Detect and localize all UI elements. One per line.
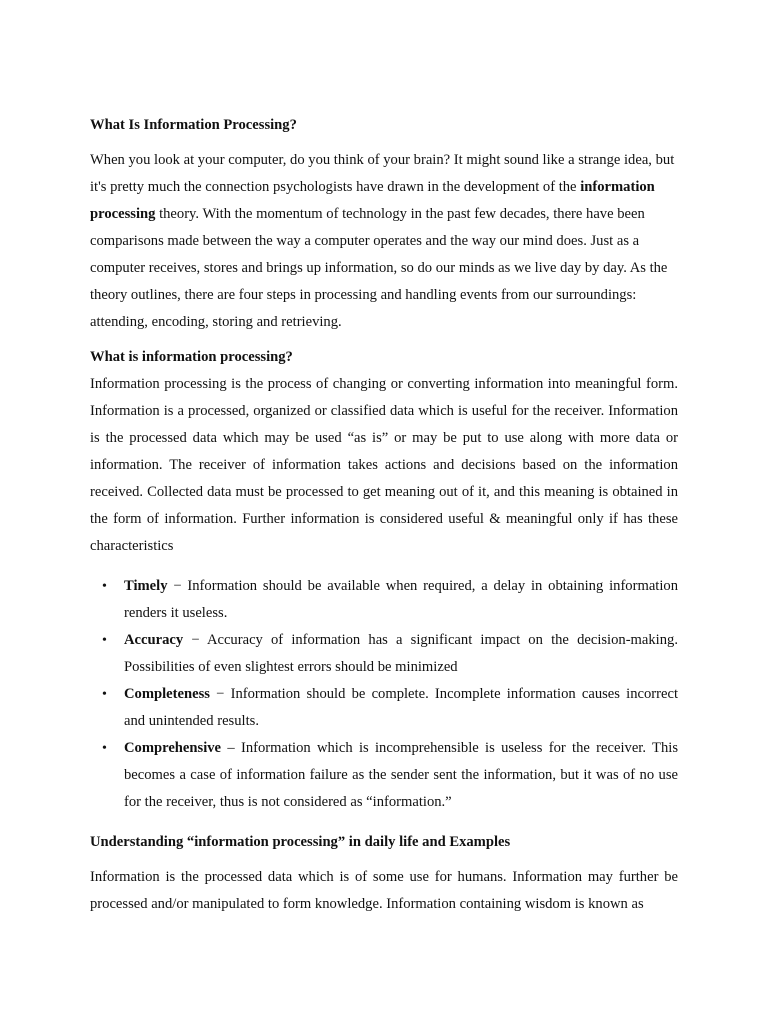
bullet-icon: •	[102, 579, 107, 594]
bullet-icon: •	[102, 687, 107, 702]
definition-paragraph: Information processing is the process of changing or converting information into meaningful form. Information is a processed, organized or classified data which is useful for the receiver. Information is the processed data which may be used “as is” or may be put to use along with more data or information. The receiver of information takes actions and decisions based on the information received. Collected data must be processed to get meaning out of it, and this meaning is obtained in the form of information. Further information is considered useful & meaningful only if has these characteristics	[90, 376, 678, 554]
list-item	[102, 681, 679, 735]
list-item-text: Information which is incomprehensible is useless for the receiver. This becomes a case of information failure as the sender sent the information, but it was of no use for the receiver, thus is not considered as “information.”	[124, 740, 678, 810]
intro-bold-term: information processing	[90, 179, 655, 222]
intro-paragraph	[90, 147, 678, 336]
bullet-icon: •	[102, 741, 107, 756]
bullet-icon: •	[102, 633, 107, 648]
list-item-separator: −	[183, 632, 207, 648]
list-item-separator: −	[209, 686, 231, 702]
section-heading-definition: What is information processing?	[90, 349, 293, 365]
list-item	[102, 573, 678, 627]
section-heading-what-is-information-processing: What Is Information Processing?	[90, 117, 297, 133]
list-item-separator: –	[221, 740, 241, 756]
list-item	[102, 735, 678, 816]
list-item-term: Timely	[124, 578, 168, 594]
list-item-term: Accuracy	[124, 632, 184, 648]
section-heading-daily-life: Understanding “information processing” in daily life and Examples	[90, 834, 511, 850]
list-item-text: Information should be available when required, a delay in obtaining information renders it useless.	[124, 578, 678, 621]
list-item-term: Comprehensive	[124, 740, 222, 756]
list-item	[102, 627, 678, 681]
list-item-separator: −	[167, 578, 188, 594]
daily-life-paragraph: Information is the processed data which is of some use for humans. Information may further be processed and/or manipulated to form knowledge. Information containing wisdom is known as	[90, 869, 678, 912]
list-item-term: Completeness	[124, 686, 210, 702]
intro-text-part2: theory. With the momentum of technology in the past few decades, there have been comparisons made between the way a computer operates and the way our mind does. Just as a computer receives, stores and brings up information, so do our minds as we live day by day. As the theory outlines, there are four steps in processing and handling events from our surroundings: attending, encoding, storing and retrieving.	[90, 206, 668, 330]
characteristics-list	[90, 573, 678, 816]
list-item-text: Information should be complete. Incomplete information causes incorrect and unintended results.	[124, 686, 679, 729]
intro-text-part1: When you look at your computer, do you think of your brain? It might sound like a strange idea, but it's pretty much the connection psychologists have drawn in the development of the	[90, 152, 675, 195]
list-item-text: Accuracy of information has a significant impact on the decision-making. Possibilities of even slightest errors should be minimized	[124, 632, 678, 675]
